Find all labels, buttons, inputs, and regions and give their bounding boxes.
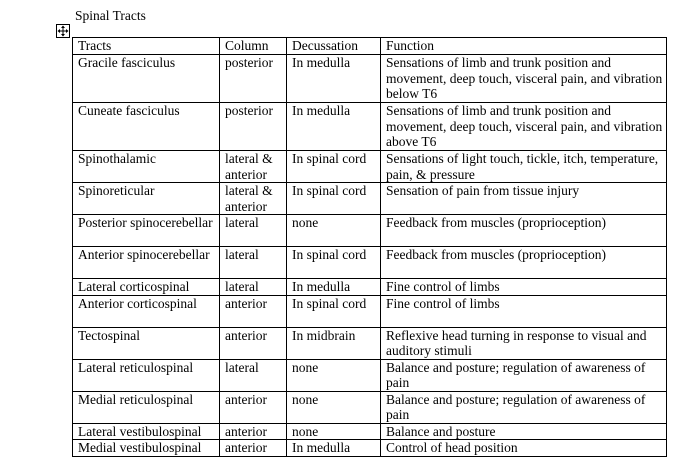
table-row [73, 55, 667, 103]
cell-decussation: none [287, 215, 381, 247]
cell-decussation: none [287, 359, 381, 391]
cell-function: Balance and posture; regulation of awareness of pain [381, 359, 667, 391]
table-row [73, 359, 667, 391]
table-header-row [73, 38, 667, 55]
cell-tract: Anterior corticospinal [73, 295, 220, 327]
table-row [73, 295, 667, 327]
cell-column: anterior [220, 391, 287, 423]
cell-decussation: In medulla [287, 103, 381, 151]
table-row [73, 183, 667, 215]
cell-column: lateral [220, 279, 287, 296]
cell-function: Feedback from muscles (proprioception) [381, 215, 667, 247]
header-decussation: Decussation [287, 38, 381, 55]
cell-column: anterior [220, 327, 287, 359]
header-tracts: Tracts [73, 38, 220, 55]
cell-column: anterior [220, 295, 287, 327]
cell-column: lateral [220, 359, 287, 391]
cell-tract: Posterior spinocerebellar [73, 215, 220, 247]
cell-decussation: none [287, 391, 381, 423]
cell-decussation: In midbrain [287, 327, 381, 359]
cell-function: Sensations of limb and trunk position and movement, deep touch, visceral pain, and vibration below T6 [381, 55, 667, 103]
cell-tract: Spinoreticular [73, 183, 220, 215]
table-row [73, 391, 667, 423]
cell-column: lateral [220, 215, 287, 247]
cell-function: Fine control of limbs [381, 279, 667, 296]
cell-decussation: In spinal cord [287, 247, 381, 279]
cell-function: Balance and posture [381, 423, 667, 440]
table-row [73, 215, 667, 247]
cell-tract: Lateral reticulospinal [73, 359, 220, 391]
cell-function: Sensations of light touch, tickle, itch, temperature, pain, & pressure [381, 151, 667, 183]
cell-decussation: In spinal cord [287, 183, 381, 215]
cell-decussation: In medulla [287, 55, 381, 103]
cell-function: Feedback from muscles (proprioception) [381, 247, 667, 279]
cell-tract: Lateral corticospinal [73, 279, 220, 296]
table-row [73, 151, 667, 183]
table-row [73, 423, 667, 440]
cell-function: Balance and posture; regulation of awareness of pain [381, 391, 667, 423]
table-row [73, 103, 667, 151]
cell-decussation: In spinal cord [287, 151, 381, 183]
cell-tract: Cuneate fasciculus [73, 103, 220, 151]
cell-decussation: none [287, 423, 381, 440]
cell-decussation: In medulla [287, 279, 381, 296]
table-row [73, 327, 667, 359]
cell-tract: Lateral vestibulospinal [73, 423, 220, 440]
page-title: Spinal Tracts [75, 8, 146, 23]
cell-function: Sensation of pain from tissue injury [381, 183, 667, 215]
cell-function: Sensations of limb and trunk position and movement, deep touch, visceral pain, and vibration above T6 [381, 103, 667, 151]
cell-tract: Spinothalamic [73, 151, 220, 183]
cell-decussation: In medulla [287, 440, 381, 457]
cell-column: lateral & anterior [220, 151, 287, 183]
table-row [73, 247, 667, 279]
cell-function: Fine control of limbs [381, 295, 667, 327]
header-function: Function [381, 38, 667, 55]
cell-column: lateral & anterior [220, 183, 287, 215]
cell-column: posterior [220, 103, 287, 151]
cell-tract: Medial reticulospinal [73, 391, 220, 423]
table-row [73, 440, 667, 457]
cell-column: posterior [220, 55, 287, 103]
header-column: Column [220, 38, 287, 55]
cell-tract: Medial vestibulospinal [73, 440, 220, 457]
cell-column: anterior [220, 423, 287, 440]
cell-column: anterior [220, 440, 287, 457]
spinal-tracts-table [72, 37, 667, 457]
cell-function: Reflexive head turning in response to visual and auditory stimuli [381, 327, 667, 359]
cell-column: lateral [220, 247, 287, 279]
cell-tract: Gracile fasciculus [73, 55, 220, 103]
table-row [73, 279, 667, 296]
cell-tract: Anterior spinocerebellar [73, 247, 220, 279]
table-move-handle[interactable] [56, 24, 70, 38]
cell-function: Control of head position [381, 440, 667, 457]
cell-decussation: In spinal cord [287, 295, 381, 327]
cell-tract: Tectospinal [73, 327, 220, 359]
four-way-arrow-icon [57, 25, 69, 37]
